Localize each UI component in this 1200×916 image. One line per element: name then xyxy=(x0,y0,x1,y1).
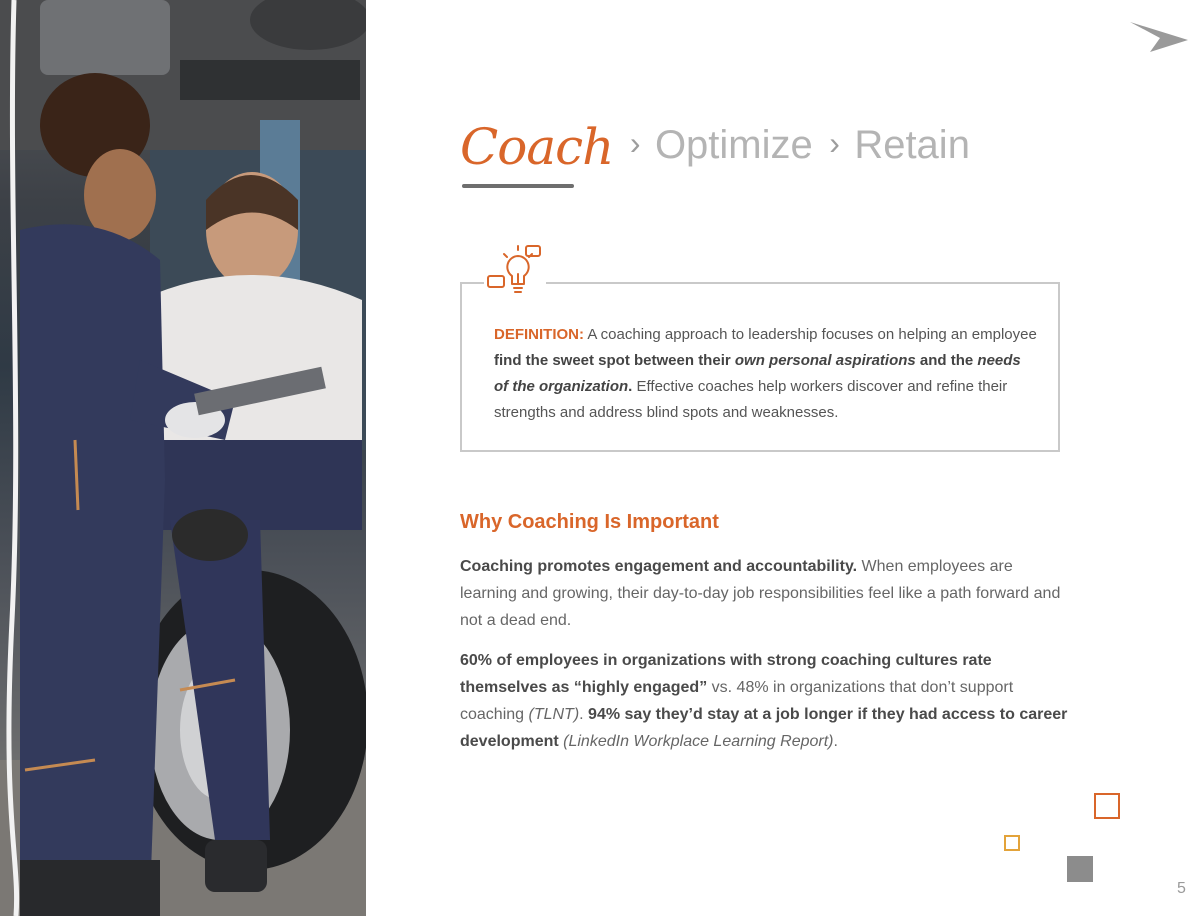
breadcrumb-separator: › xyxy=(829,125,840,161)
active-step-underline xyxy=(462,184,574,188)
definition-label: DEFINITION: xyxy=(494,326,584,343)
decorative-square-gray xyxy=(1067,856,1093,882)
breadcrumb-step-optimize: Optimize xyxy=(654,123,813,167)
decorative-square-yellow xyxy=(1004,835,1020,851)
page-number: 5 xyxy=(1177,880,1186,897)
decorative-square-orange xyxy=(1094,793,1120,819)
paragraph-1-text: When employees are learning and growing, their day-to-day job responsibilities feel like a path forward and not a dead end. xyxy=(460,558,1061,629)
section-title: Why Coaching Is Important xyxy=(460,511,719,533)
paragraph-2-text-1: vs. 48% in organizations that don’t support coaching xyxy=(460,679,1014,723)
paragraph-2-text-2: . xyxy=(579,706,589,723)
definition-bold-italic-1: own personal aspirations xyxy=(734,352,916,369)
paragraph-2-citation-linkedin: (LinkedIn Workplace Learning Report) xyxy=(563,733,834,750)
paragraph-2-bold-2: 94% say they’d stay at a job longer if they had access to career development xyxy=(460,706,1068,750)
breadcrumb-separator: › xyxy=(629,125,641,161)
definition-bold-italic-2: needs of the organization xyxy=(494,352,1021,395)
definition-icon-holder xyxy=(484,242,546,302)
paragraph-1-bold: Coaching promotes engagement and accountability. xyxy=(460,558,858,575)
mechanics-photo xyxy=(0,0,366,916)
paragraph-2-text-4: . xyxy=(833,733,838,750)
brand-arrow-icon xyxy=(1130,20,1190,54)
definition-text xyxy=(494,322,1039,426)
paragraph-2-bold-1: 60% of employees in organizations with strong coaching cultures rate themselves as “highly engaged” xyxy=(460,652,992,696)
photo-illustration xyxy=(0,0,366,916)
paragraph-2-citation-tlnt: (TLNT) xyxy=(528,706,580,723)
definition-bold-1: find the sweet spot between their xyxy=(494,352,735,369)
definition-text-1: A coaching approach to leadership focuses on helping an employee xyxy=(584,326,1037,343)
definition-text-2: Effective coaches help workers discover and refine their strengths and address blind spots and weaknesses. xyxy=(494,378,1008,421)
paragraph-engagement xyxy=(460,553,1070,634)
breadcrumb-active-step: Coach xyxy=(460,118,614,176)
definition-bold-2: and the xyxy=(915,352,978,369)
definition-bold-3: . xyxy=(628,378,633,395)
lightbulb-chat-icon xyxy=(484,242,546,302)
paragraph-statistics xyxy=(460,647,1070,755)
breadcrumb-step-retain: Retain xyxy=(854,123,970,167)
breadcrumb xyxy=(460,118,970,198)
